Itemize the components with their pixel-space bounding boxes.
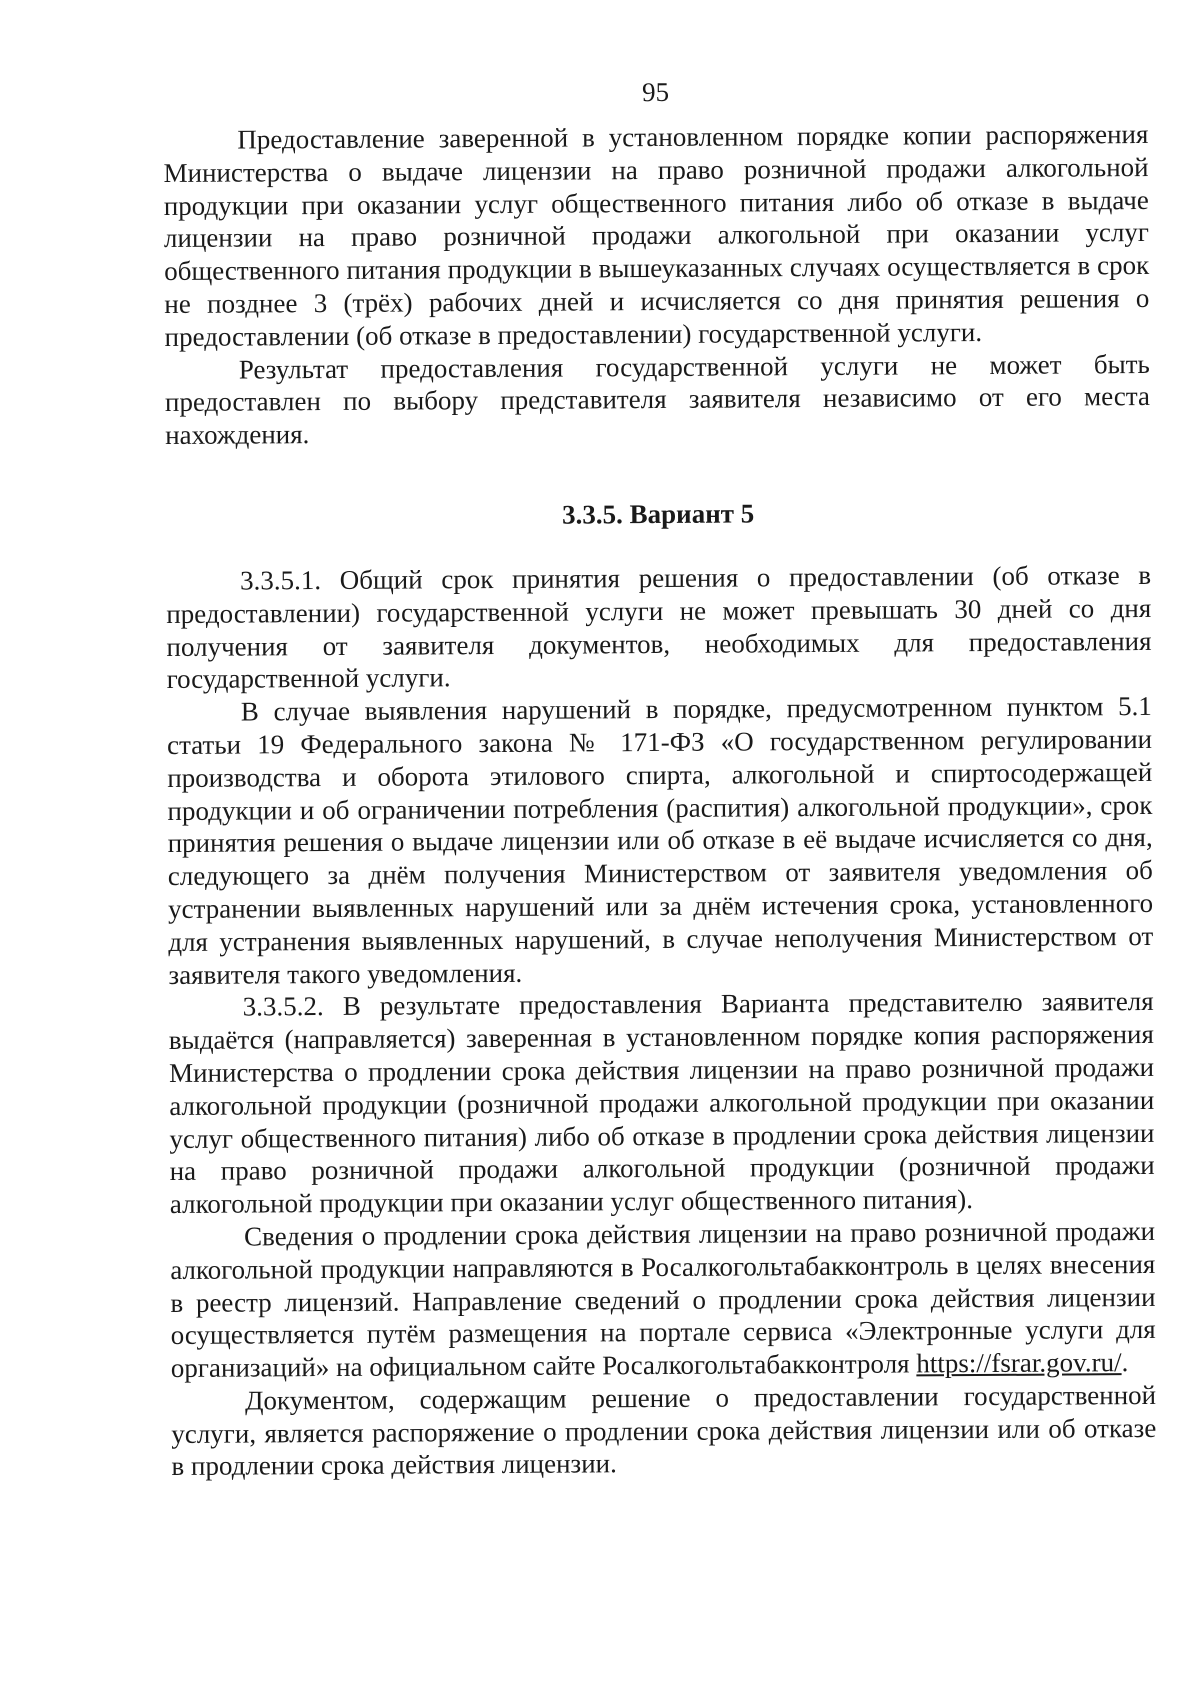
registry-text-end: . xyxy=(1121,1347,1129,1378)
document-page xyxy=(163,72,1158,1638)
fsrar-link[interactable]: https://fsrar.gov.ru/ xyxy=(916,1347,1122,1379)
paragraph-3-3-5-1: 3.3.5.1. Общий срок принятия решения о предоставлении (об отказе в предоставлении) государственной услуги не может превышать 30 дней со дня получения от заявителя документов, необходимых для предоставления государственной услуги. xyxy=(166,559,1152,695)
paragraph-3-3-5-2: 3.3.5.2. В результате предоставления Варианта представителю заявителя выдаётся (направляется) заверенная в установленном порядке копия распоряжения Министерства о продлении срока действия лицензии на право розничной продажи алкогольной продукции (розничной продажи алкогольной продукции при оказании услуг общественного питания) либо об отказе в продлении срока действия лицензии на право розничной продажи алкогольной продукции (розничной продажи алкогольной продукции при оказании услуг общественного питания). xyxy=(168,986,1155,1220)
paragraph-registry-info xyxy=(170,1215,1156,1385)
paragraph-violations: В случае выявления нарушений в порядке, предусмотренном пунктом 5.1 статьи 19 Федерального закона № 171-ФЗ «О государственном регулировании производства и оборота этилового спирта, алкогольной и спиртосодержащей продукции и об ограничении потребления (распития) алкогольной продукции», срок принятия решения о выдаче лицензии или об отказе в её выдаче исчисляется со дня, следующего за днём получения Министерством от заявителя уведомления об устранении выявленных нарушений или за днём истечения срока, установленного для устранения выявленных нарушений, в случае неполучения Министерством от заявителя такого уведомления. xyxy=(166,691,1154,990)
registry-text: Сведения о продлении срока действия лицензии на право розничной продажи алкогольной продукции направляются в Росалкогольтабакконтроль в целях внесения в реестр лицензий. Направление сведений о продлении срока действия лицензии осуществляется путём размещения на портале сервиса «Электронные услуги для организаций» на официальном сайте Росалкогольтабакконтроля xyxy=(170,1215,1156,1384)
paragraph-decision-document: Документом, содержащим решение о предоставлении государственной услуги, является распоряжение о продлении срока действия лицензии или об отказе в продлении срока действия лицензии. xyxy=(171,1379,1157,1482)
paragraph-result-location: Результат предоставления государственной услуги не может быть предоставлен по выбору представителя заявителя независимо от его места нахождения. xyxy=(164,348,1151,451)
section-heading: 3.3.5. Вариант 5 xyxy=(562,498,755,530)
paragraph-copy-provision: Предоставление заверенной в установленном порядке копии распоряжения Министерства о выдаче лицензии на право розничной продажи алкогольной продукции при оказании услуг общественного питания либо об отказе в выдаче лицензии на право розничной продажи алкогольной при оказании услуг общественного питания продукции в вышеуказанных случаях осуществляется в срок не позднее 3 (трёх) рабочих дней и исчисляется со дня принятия решения о предоставлении (об отказе в предоставлении) государственной услуги. xyxy=(163,118,1150,352)
page-number: 95 xyxy=(642,76,670,108)
